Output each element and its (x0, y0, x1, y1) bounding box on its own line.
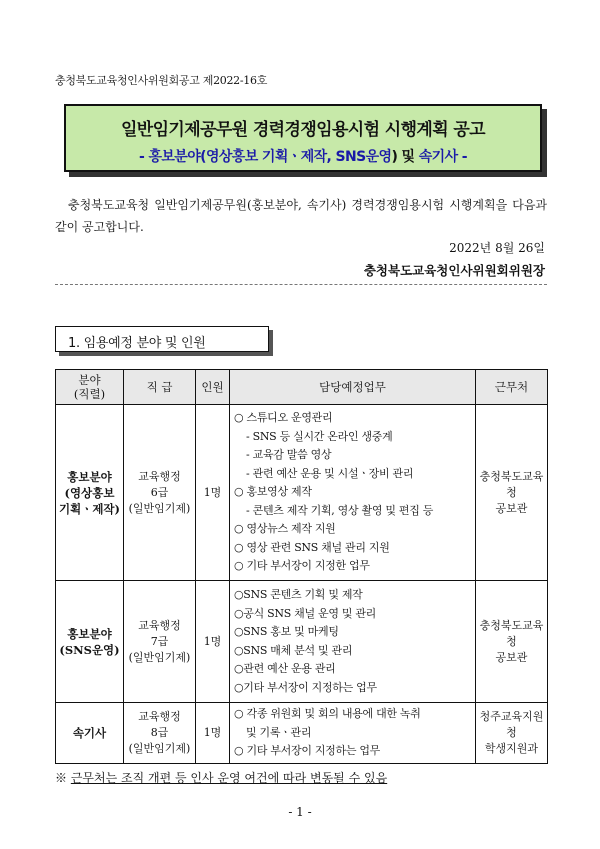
duty-item: - 콘텐츠 제작 기획, 영상 촬영 및 편집 등 (246, 503, 434, 517)
subtitle-highlight: 영상홍보 기획ㆍ제작, SNS운영 (205, 149, 392, 165)
duty-item: - 관련 예산 운용 및 시설ㆍ장비 관리 (246, 466, 414, 480)
header-field: 분야 (직렬) (56, 370, 124, 405)
intro-paragraph: 충청북도교육청 일반임기제공무원(홍보분야, 속기사) 경력경쟁임용시험 시행계획을 다음과 같이 공고합니다. (55, 198, 547, 234)
count-cell: 1명 (196, 703, 230, 764)
note-mark: ※ (55, 771, 71, 785)
duty-item: ○ 각종 위원회 및 회의 내용에 대한 녹취 (234, 707, 421, 720)
section-title: 1. 임용예정 분야 및 인원 (68, 336, 206, 351)
duty-item: ○ 기타 부서장이 지정하는 업무 (234, 744, 380, 757)
duty-item: ○SNS 매체 분석 및 관리 (234, 643, 353, 657)
subtitle-mid: ) 및 (391, 149, 419, 165)
field-cell: 홍보분야 (영상홍보 기획ㆍ제작) (56, 405, 124, 581)
title-banner (64, 104, 542, 172)
field-cell: 홍보분야 (SNS운영) (56, 581, 124, 703)
grade-cell: 교육행정 7급 (일반임기제) (124, 581, 196, 703)
subtitle-prefix: - 홍보분야( (138, 149, 206, 165)
duty-item: ○ 기타 부서장이 지정한 업무 (234, 559, 370, 573)
positions-table (55, 369, 548, 764)
header-workplace: 근무처 (476, 370, 548, 405)
duty-item: - SNS 등 실시간 온라인 생중계 (246, 429, 393, 443)
subtitle-highlight2: 속기사 (418, 149, 458, 165)
duty-item: ○기타 부서장이 지정하는 업무 (234, 680, 377, 694)
workplace-cell: 충청북도교육청 공보관 (476, 581, 548, 703)
duty-item: ○공식 SNS 채널 운영 및 관리 (234, 606, 377, 620)
subtitle-suffix: - (457, 149, 468, 165)
page-number: - 1 - (288, 805, 312, 819)
duties-cell (230, 405, 476, 581)
workplace-cell: 청주교육지원청 학생지원과 (476, 703, 548, 764)
duty-item: ○ 홍보영상 제작 (234, 485, 312, 499)
duties-cell (230, 581, 476, 703)
notice-number: 충청북도교육청인사위원회공고 제2022-16호 (55, 74, 268, 87)
table-row (56, 405, 548, 581)
table-row (56, 581, 548, 703)
field-cell: 속기사 (56, 703, 124, 764)
announcement-date: 2022년 8월 26일 (449, 241, 545, 255)
announcement-subtitle (66, 146, 540, 166)
note-text: 근무처는 조직 개편 등 인사 운영 여건에 따라 변동될 수 있음 (70, 771, 388, 785)
header-grade: 직 급 (124, 370, 196, 405)
issuer: 충청북도교육청인사위원회위원장 (363, 263, 545, 278)
divider (55, 284, 547, 285)
footnote (55, 769, 387, 786)
header-duties: 담당예정업무 (230, 370, 476, 405)
announcement-title: 일반임기제공무원 경력경쟁임용시험 시행계획 공고 (120, 120, 486, 140)
workplace-cell: 충청북도교육청 공보관 (476, 405, 548, 581)
duty-item: ○SNS 홍보 및 마케팅 (234, 625, 339, 638)
grade-cell: 교육행정 8급 (일반임기제) (124, 703, 196, 764)
duty-item: - 교육감 말씀 영상 (246, 448, 332, 462)
duty-item: 및 기록ㆍ관리 (246, 725, 312, 739)
count-cell: 1명 (196, 405, 230, 581)
table-header-row (56, 370, 548, 405)
count-cell: 1명 (196, 581, 230, 703)
duty-item: ○SNS 콘텐츠 기획 및 제작 (234, 588, 363, 601)
duty-item: ○ 영상 관련 SNS 채널 관리 지원 (234, 540, 390, 554)
table-row (56, 703, 548, 764)
header-count: 인원 (196, 370, 230, 405)
section-heading (55, 326, 269, 352)
duties-cell (230, 703, 476, 764)
grade-cell: 교육행정 6급 (일반임기제) (124, 405, 196, 581)
duty-item: ○ 영상뉴스 제작 지원 (234, 522, 336, 536)
duty-item: ○ 스튜디오 운영관리 (234, 411, 333, 425)
duty-item: ○관련 예산 운용 관리 (234, 662, 336, 675)
